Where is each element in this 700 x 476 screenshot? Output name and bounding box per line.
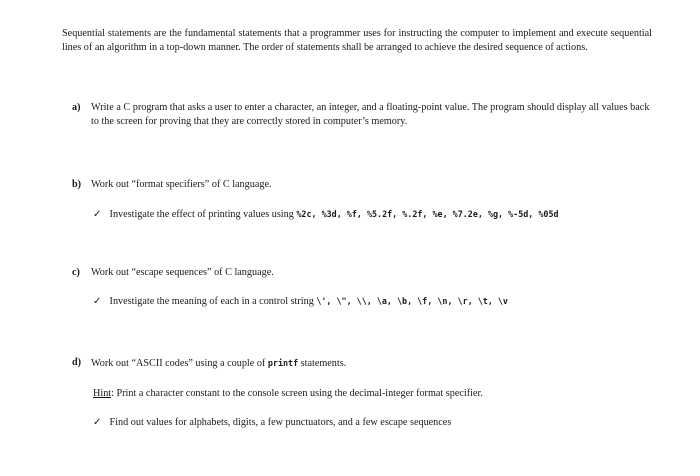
question-c-text: Work out “escape sequences” of C language. xyxy=(91,267,274,278)
escape-sequences-code: \', \", \\, \a, \b, \f, \n, \r, \t, \v xyxy=(316,296,508,306)
question-d-text xyxy=(91,356,652,371)
question-d-label: d) xyxy=(72,357,82,368)
check-icon: ✓ xyxy=(93,209,102,220)
question-b-bullet-text: Investigate the effect of printing values using xyxy=(109,209,294,220)
question-b-label: b) xyxy=(72,179,82,190)
question-c-label: c) xyxy=(72,267,80,278)
check-icon: ✓ xyxy=(93,417,102,428)
question-b-bullet xyxy=(93,207,653,222)
question-b xyxy=(72,178,652,192)
intro-paragraph: Sequential statements are the fundamental statements that a programmer uses for instructing the computer to implement and execute sequential lines of an algorithm in a top-down manner. The order of statements shall be arranged to achieve the desired sequence of actions. xyxy=(62,28,652,53)
question-a xyxy=(72,101,652,129)
question-d-hint xyxy=(93,387,653,401)
format-specifiers-code: %2c, %3d, %f, %5.2f, %.2f, %e, %7.2e, %g, %-5d, %05d xyxy=(296,209,559,219)
question-b-text: Work out “format specifiers” of C language. xyxy=(91,179,272,190)
hint-text: : Print a character constant to the console screen using the decimal-integer format specifier. xyxy=(111,388,483,399)
question-d-bullet-text: Find out values for alphabets, digits, a few punctuators, and a few escape sequences xyxy=(109,417,452,428)
hint-label: Hint xyxy=(93,388,112,399)
question-a-text: Write a C program that asks a user to enter a character, an integer, and a floating-point value. The program should display all values back to the screen for proving that they are correctly stored in computer’s memory. xyxy=(91,102,650,127)
printf-code: printf xyxy=(267,358,299,368)
question-c xyxy=(72,266,652,280)
question-d-text-before: Work out “ASCII codes” using a couple of xyxy=(91,358,266,369)
question-d xyxy=(72,356,652,371)
question-a-label: a) xyxy=(72,102,81,113)
question-c-bullet xyxy=(93,294,653,309)
question-d-bullet xyxy=(93,416,653,430)
question-d-text-after: statements. xyxy=(300,358,347,369)
check-icon: ✓ xyxy=(93,296,102,307)
question-c-bullet-text: Investigate the meaning of each in a control string xyxy=(109,296,314,307)
